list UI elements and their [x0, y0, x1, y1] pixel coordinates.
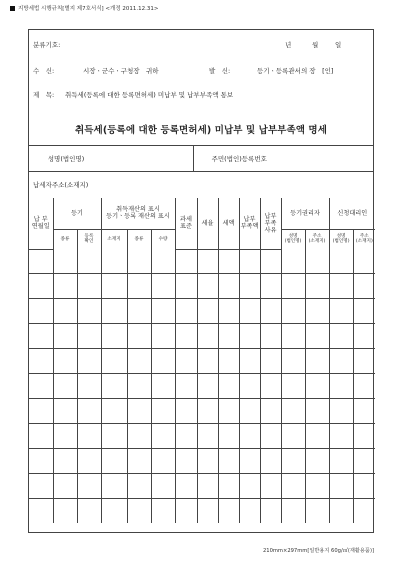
table-cell[interactable] — [353, 374, 375, 399]
table-cell[interactable] — [218, 449, 239, 474]
table-cell[interactable] — [53, 498, 77, 523]
table-cell[interactable] — [127, 349, 151, 374]
table-cell[interactable] — [29, 399, 53, 424]
sub-col-rh-address: 주소 (소재지) — [305, 229, 329, 249]
doc-number-label: 분류기호: — [33, 41, 61, 49]
table-cell[interactable] — [281, 449, 305, 474]
table-cell[interactable] — [239, 349, 260, 374]
table-cell[interactable] — [175, 424, 197, 449]
recipient-value: 시장ㆍ군수ㆍ구청장 귀하 — [83, 67, 159, 75]
table-cell[interactable] — [329, 249, 353, 274]
table-cell[interactable] — [29, 324, 53, 349]
table-cell[interactable] — [329, 449, 353, 474]
table-cell[interactable] — [151, 324, 175, 349]
table-cell[interactable] — [77, 299, 101, 324]
day-label: 일 — [335, 41, 342, 49]
paper-spec-footer: 210mm×297mm[일반용지 60g/㎡(재활용품)] — [262, 548, 374, 554]
table-cell[interactable] — [305, 274, 329, 299]
col-paid-amount: 납부 부족액 — [239, 198, 260, 249]
table-cell[interactable] — [305, 249, 329, 274]
table-cell[interactable] — [239, 449, 260, 474]
table-cell[interactable] — [197, 424, 218, 449]
table-cell[interactable] — [101, 498, 127, 523]
table-cell[interactable] — [175, 473, 197, 498]
table-cell[interactable] — [101, 449, 127, 474]
table-cell[interactable] — [151, 374, 175, 399]
table-cell[interactable] — [305, 299, 329, 324]
id-number-field[interactable] — [285, 146, 373, 172]
table-cell[interactable] — [305, 374, 329, 399]
col-property-display: 취득재산의 표시 등기ㆍ등록 재산의 표시 — [101, 198, 175, 229]
table-cell[interactable] — [101, 424, 127, 449]
table-cell[interactable] — [77, 374, 101, 399]
table-cell[interactable] — [353, 299, 375, 324]
table-cell[interactable] — [281, 349, 305, 374]
form-title: 취득세(등록에 대한 등록면허세) 미납부 및 납부부족액 명세 — [75, 125, 327, 136]
table-cell[interactable] — [329, 299, 353, 324]
table-cell[interactable] — [305, 399, 329, 424]
sub-col-type: 종류 — [53, 229, 77, 249]
subject-label: 제 목: — [33, 91, 55, 99]
recipient-label: 수 신: — [33, 67, 55, 75]
table-cell[interactable] — [127, 473, 151, 498]
table-cell[interactable] — [175, 374, 197, 399]
table-cell[interactable] — [151, 274, 175, 299]
col-tax-amount: 세액 — [218, 198, 239, 249]
table-body — [29, 249, 375, 523]
table-cell[interactable] — [53, 349, 77, 374]
table-cell[interactable] — [260, 374, 281, 399]
table-cell[interactable] — [218, 349, 239, 374]
table-row — [29, 449, 375, 474]
table-cell[interactable] — [353, 274, 375, 299]
subject-value: 취득세(등록에 대한 등록면허세) 미납부 및 납부부족액 통보 — [65, 91, 234, 99]
col-payment-date: 납 부 연월일 — [29, 198, 53, 249]
square-bullet-icon — [10, 6, 15, 11]
table-cell[interactable] — [239, 498, 260, 523]
table-cell[interactable] — [77, 498, 101, 523]
table-cell[interactable] — [260, 399, 281, 424]
table-cell[interactable] — [218, 324, 239, 349]
table-cell[interactable] — [29, 274, 53, 299]
sub-col-reg-confirm: 등록 확인 — [77, 229, 101, 249]
taxpayer-info-table — [29, 145, 373, 198]
table-row — [29, 324, 375, 349]
table-cell[interactable] — [353, 449, 375, 474]
table-cell[interactable] — [305, 473, 329, 498]
table-cell[interactable] — [53, 299, 77, 324]
sub-col-kind: 종류 — [127, 229, 151, 249]
table-cell[interactable] — [127, 249, 151, 274]
table-cell[interactable] — [218, 498, 239, 523]
year-label: 년 — [285, 41, 292, 49]
table-cell[interactable] — [77, 349, 101, 374]
table-cell[interactable] — [239, 374, 260, 399]
table-cell[interactable] — [197, 498, 218, 523]
table-cell[interactable] — [53, 424, 77, 449]
form-frame — [28, 29, 374, 533]
table-cell[interactable] — [175, 399, 197, 424]
table-cell[interactable] — [151, 424, 175, 449]
sub-col-rh-name: 성명 (법인명) — [281, 229, 305, 249]
table-cell[interactable] — [151, 498, 175, 523]
table-cell[interactable] — [53, 374, 77, 399]
table-row — [29, 399, 375, 424]
table-cell[interactable] — [53, 449, 77, 474]
table-cell[interactable] — [197, 399, 218, 424]
table-cell[interactable] — [77, 424, 101, 449]
table-cell[interactable] — [281, 498, 305, 523]
table-cell[interactable] — [329, 399, 353, 424]
table-cell[interactable] — [260, 473, 281, 498]
table-cell[interactable] — [197, 473, 218, 498]
table-cell[interactable] — [305, 498, 329, 523]
table-row — [29, 424, 375, 449]
table-cell[interactable] — [175, 274, 197, 299]
table-cell[interactable] — [29, 349, 53, 374]
table-row — [29, 299, 375, 324]
table-cell[interactable] — [197, 299, 218, 324]
table-cell[interactable] — [77, 449, 101, 474]
table-cell[interactable] — [175, 249, 197, 274]
table-cell[interactable] — [29, 374, 53, 399]
table-cell[interactable] — [127, 374, 151, 399]
table-cell[interactable] — [281, 324, 305, 349]
table-cell[interactable] — [281, 274, 305, 299]
table-cell[interactable] — [101, 399, 127, 424]
table-cell[interactable] — [260, 274, 281, 299]
sub-col-ag-name: 성명 (법인명) — [329, 229, 353, 249]
table-cell[interactable] — [53, 274, 77, 299]
table-cell[interactable] — [53, 249, 77, 274]
table-cell[interactable] — [281, 473, 305, 498]
name-field[interactable] — [103, 146, 193, 172]
table-cell[interactable] — [218, 299, 239, 324]
col-registration: 등기 — [53, 198, 101, 229]
table-cell[interactable] — [127, 299, 151, 324]
table-cell[interactable] — [29, 449, 53, 474]
sender-label: 발 신: — [209, 67, 231, 75]
table-cell[interactable] — [175, 324, 197, 349]
table-cell[interactable] — [218, 374, 239, 399]
table-cell[interactable] — [151, 249, 175, 274]
id-number-label: 주민(법인)등록번호 — [193, 146, 285, 172]
col-shortfall-reason: 납부 부족 사유 — [260, 198, 281, 249]
table-cell[interactable] — [239, 424, 260, 449]
table-row — [29, 349, 375, 374]
form-reference-text: 지방세법 시행규칙[별지 제7호서식] <개정 2011.12.31> — [18, 6, 159, 12]
table-cell[interactable] — [239, 399, 260, 424]
sender-value: 등기ㆍ등록관서의 장 [인] — [257, 67, 334, 75]
table-cell[interactable] — [197, 449, 218, 474]
table-row — [29, 274, 375, 299]
table-cell[interactable] — [329, 424, 353, 449]
table-cell[interactable] — [77, 249, 101, 274]
table-cell[interactable] — [175, 299, 197, 324]
address-field[interactable] — [193, 172, 373, 198]
table-cell[interactable] — [197, 349, 218, 374]
table-cell[interactable] — [29, 299, 53, 324]
table-cell[interactable] — [353, 349, 375, 374]
table-cell[interactable] — [127, 498, 151, 523]
table-cell[interactable] — [53, 399, 77, 424]
table-cell[interactable] — [127, 274, 151, 299]
table-cell[interactable] — [239, 249, 260, 274]
table-cell[interactable] — [353, 249, 375, 274]
tax-details-table — [29, 198, 375, 523]
table-cell[interactable] — [175, 349, 197, 374]
table-cell[interactable] — [77, 399, 101, 424]
table-cell[interactable] — [353, 399, 375, 424]
table-cell[interactable] — [260, 349, 281, 374]
table-cell[interactable] — [29, 473, 53, 498]
table-cell[interactable] — [218, 249, 239, 274]
sub-col-quantity: 수량 — [151, 229, 175, 249]
table-cell[interactable] — [260, 324, 281, 349]
table-cell[interactable] — [77, 274, 101, 299]
sub-col-location: 소재지 — [101, 229, 127, 249]
table-cell[interactable] — [260, 424, 281, 449]
table-cell[interactable] — [329, 324, 353, 349]
table-cell[interactable] — [197, 374, 218, 399]
table-cell[interactable] — [101, 324, 127, 349]
table-cell[interactable] — [353, 498, 375, 523]
name-label: 성명(법인명) — [29, 146, 103, 172]
table-cell[interactable] — [127, 424, 151, 449]
table-row — [29, 473, 375, 498]
table-cell[interactable] — [329, 374, 353, 399]
table-row — [29, 249, 375, 274]
table-cell[interactable] — [197, 274, 218, 299]
table-cell[interactable] — [260, 449, 281, 474]
col-tax-base: 과세 표준 — [175, 198, 197, 249]
table-cell[interactable] — [329, 498, 353, 523]
table-cell[interactable] — [281, 424, 305, 449]
col-tax-rate: 세율 — [197, 198, 218, 249]
table-cell[interactable] — [101, 249, 127, 274]
table-cell[interactable] — [281, 374, 305, 399]
table-cell[interactable] — [29, 424, 53, 449]
form-reference-caption — [10, 4, 159, 12]
table-cell[interactable] — [151, 473, 175, 498]
table-cell[interactable] — [239, 299, 260, 324]
table-cell[interactable] — [329, 274, 353, 299]
table-cell[interactable] — [239, 324, 260, 349]
table-cell[interactable] — [260, 249, 281, 274]
table-cell[interactable] — [353, 324, 375, 349]
month-label: 월 — [312, 41, 319, 49]
table-row — [29, 374, 375, 399]
table-cell[interactable] — [305, 449, 329, 474]
table-cell[interactable] — [175, 498, 197, 523]
table-cell[interactable] — [101, 374, 127, 399]
table-cell[interactable] — [281, 249, 305, 274]
table-cell[interactable] — [151, 299, 175, 324]
table-cell[interactable] — [197, 249, 218, 274]
table-cell[interactable] — [101, 349, 127, 374]
table-cell[interactable] — [305, 349, 329, 374]
table-row — [29, 498, 375, 523]
table-cell[interactable] — [218, 399, 239, 424]
table-cell[interactable] — [260, 299, 281, 324]
table-cell[interactable] — [197, 324, 218, 349]
table-cell[interactable] — [53, 473, 77, 498]
table-cell[interactable] — [175, 449, 197, 474]
table-cell[interactable] — [101, 473, 127, 498]
table-cell[interactable] — [127, 324, 151, 349]
sub-col-ag-address: 주소 (소재지) — [353, 229, 375, 249]
table-cell[interactable] — [218, 473, 239, 498]
table-cell[interactable] — [239, 274, 260, 299]
table-cell[interactable] — [127, 399, 151, 424]
table-cell[interactable] — [151, 399, 175, 424]
table-cell[interactable] — [127, 449, 151, 474]
table-cell[interactable] — [101, 299, 127, 324]
table-cell[interactable] — [281, 399, 305, 424]
col-right-holder: 등기권리자 — [281, 198, 329, 229]
table-cell[interactable] — [281, 299, 305, 324]
letter-header — [29, 30, 373, 145]
table-cell[interactable] — [151, 349, 175, 374]
table-cell[interactable] — [218, 274, 239, 299]
table-cell[interactable] — [329, 349, 353, 374]
table-cell[interactable] — [353, 424, 375, 449]
table-cell[interactable] — [329, 473, 353, 498]
table-cell[interactable] — [353, 473, 375, 498]
table-cell[interactable] — [101, 274, 127, 299]
table-cell[interactable] — [29, 498, 53, 523]
table-cell[interactable] — [53, 324, 77, 349]
table-cell[interactable] — [239, 473, 260, 498]
address-label: 납세자주소(소재지) — [29, 172, 193, 198]
table-cell[interactable] — [218, 424, 239, 449]
col-agent: 신청대리인 — [329, 198, 375, 229]
table-cell[interactable] — [260, 498, 281, 523]
table-cell[interactable] — [305, 324, 329, 349]
table-cell[interactable] — [305, 424, 329, 449]
table-cell[interactable] — [151, 449, 175, 474]
table-cell[interactable] — [29, 249, 53, 274]
table-cell[interactable] — [77, 473, 101, 498]
table-cell[interactable] — [77, 324, 101, 349]
